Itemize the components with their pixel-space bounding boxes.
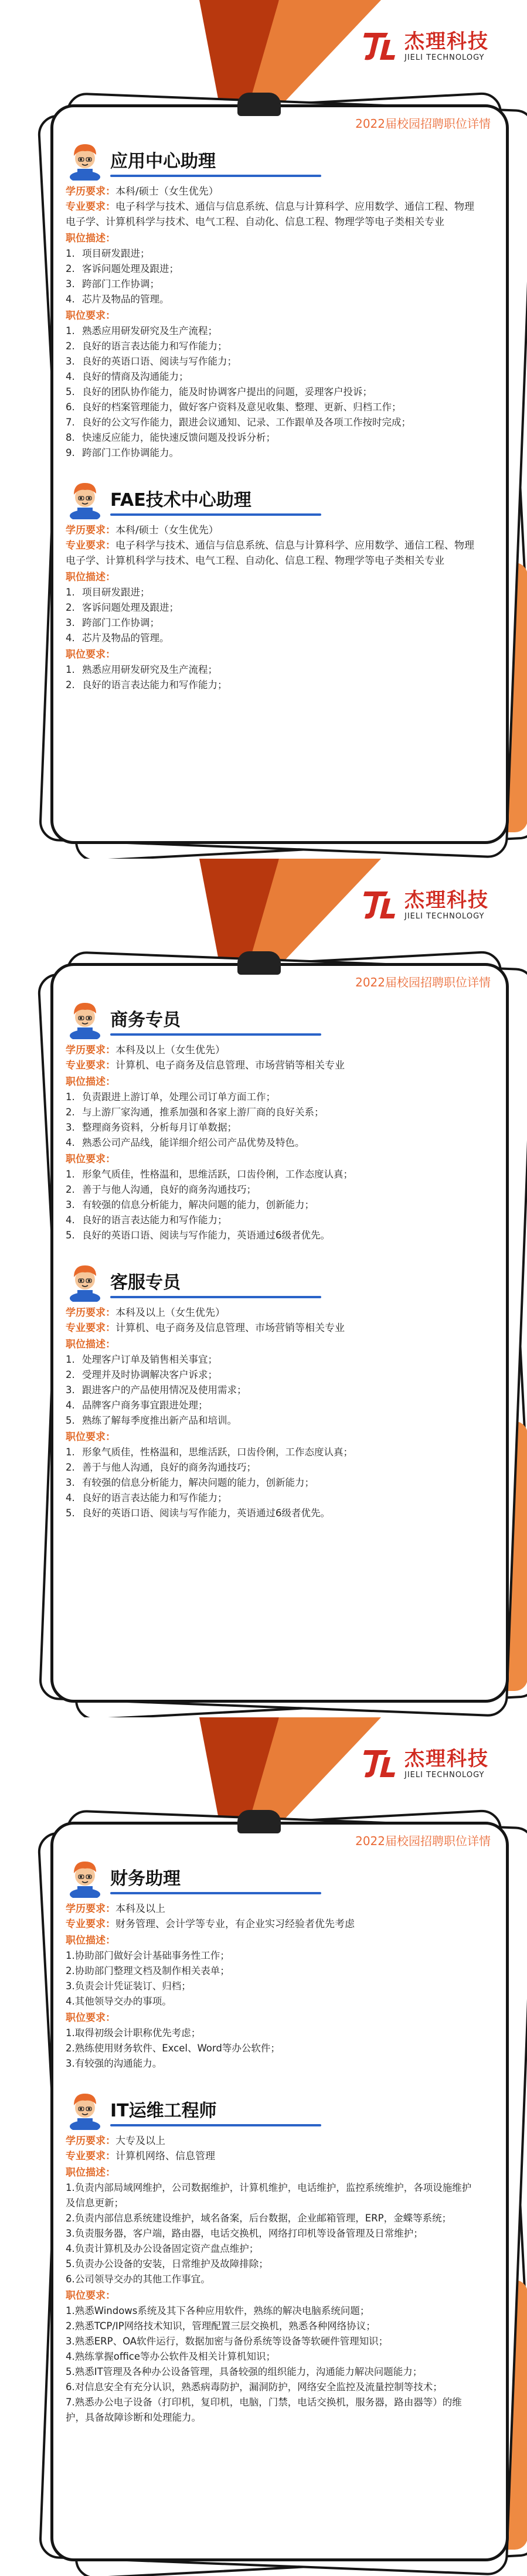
major-requirement: 专业要求：计算机网络、信息管理 [66, 2150, 215, 2162]
job-list [66, 993, 476, 1534]
requirement-item: 6.对信息安全有充分认识，熟悉病毒防护，漏洞防护，网络安全监控及流量控制等技术； [66, 2381, 443, 2393]
education-requirement: 学历要求：本科及以上（女生优先） [66, 1307, 225, 1319]
major-requirement: 专业要求：电子科学与技术、通信与信息系统、信息与计算科学、应用数学、通信工程、物理电子学、计算机科学与技术、电气工程、自动化、信息工程、物理学等电子类相关专业 [66, 201, 474, 228]
requirement-heading: 职位要求： [66, 2012, 115, 2024]
job-posting [66, 135, 476, 461]
requirement-list [66, 2303, 476, 2425]
requirement-heading: 职位要求： [66, 1153, 115, 1165]
requirement-item: 7.熟悉办公电子设备（打印机，复印机，电脑，门禁，电话交换机，服务器，路由器等）的维护，具备故障诊断和处理能力。 [66, 2397, 462, 2423]
description-item: 1. 处理客户订单及销售相关事宜； [66, 1354, 217, 1365]
logo-name-cn: 杰理科技 [404, 888, 489, 912]
requirement-item: 5. 良好的团队协作能力，能及时协调客户提出的问题，妥理客户投诉； [66, 386, 372, 397]
requirement-item: 6. 良好的档案管理能力，做好客户资料及意见收集、整理、更新、归档工作； [66, 401, 402, 413]
description-item: 1.负责内部局域网维护，公司数据维护，计算机维护，电话维护，监控系统维护，各项设施维护及信息更新； [66, 2182, 472, 2209]
job-poster-page [0, 859, 527, 1717]
description-item: 4. 熟悉公司产品线，能详细介绍公司产品优势及特色。 [66, 1137, 305, 1148]
requirement-heading: 职位要求： [66, 1431, 115, 1443]
requirement-list [66, 1445, 476, 1521]
requirement-item: 4. 良好的语言表达能力和写作能力； [66, 1214, 227, 1226]
requirement-item: 2. 善于与他人沟通，良好的商务沟通技巧； [66, 1184, 256, 1195]
card-title: 2022届校园招聘职位详情 [355, 1834, 491, 1848]
title-underline [110, 1296, 321, 1298]
requirement-list [66, 324, 476, 461]
description-heading: 职位描述： [66, 1339, 115, 1350]
logo-name-en: JIELI TECHNOLOGY [404, 911, 485, 921]
requirement-list [66, 662, 476, 693]
job-list [66, 135, 476, 706]
education-requirement: 学历要求：本科及以上 [66, 1903, 165, 1915]
description-heading: 职位描述： [66, 233, 115, 244]
title-underline [110, 2124, 321, 2126]
description-item: 3. 跨部门工作协调； [66, 617, 159, 628]
requirement-list [66, 1167, 476, 1243]
title-underline [110, 175, 321, 177]
requirement-list [66, 2026, 476, 2071]
description-item: 2. 受理并及时协调解决客户诉求； [66, 1369, 217, 1380]
job-poster-page [0, 0, 527, 859]
description-list [66, 585, 476, 646]
requirement-item: 4.熟练掌握office等办公软件及相关计算机知识； [66, 2351, 276, 2362]
job-posting [66, 2084, 476, 2425]
description-item: 4.其他领导交办的事项。 [66, 1996, 172, 2007]
requirement-item: 1. 形象气质佳，性格温和，思维活跃，口齿伶俐，工作态度认真； [66, 1447, 353, 1458]
worker-avatar-icon [66, 997, 104, 1039]
company-logo [359, 28, 489, 63]
education-requirement: 学历要求：本科/硕士（女生优先） [66, 186, 219, 198]
description-heading: 职位描述： [66, 571, 115, 583]
logo-name-cn: 杰理科技 [404, 1747, 489, 1771]
job-title: 客服专员 [110, 1272, 181, 1293]
description-item: 2. 客诉问题处理及跟进； [66, 602, 179, 613]
requirement-item: 4. 良好的语言表达能力和写作能力； [66, 1492, 227, 1503]
description-list [66, 1948, 476, 2009]
job-posting [66, 1256, 476, 1521]
description-list [66, 2180, 476, 2287]
job-posting [66, 1852, 476, 2071]
description-item: 2. 与上游厂家沟通，推系加强和各家上游厂商的良好关系； [66, 1107, 324, 1118]
description-item: 2.负责内部信息系统建设维护，域名备案，后台数据，企业邮箱管理，ERP，金蝶等系统； [66, 2213, 452, 2224]
job-title: 财务助理 [110, 1869, 181, 1889]
binder-clip [237, 1810, 281, 1833]
education-requirement: 学历要求：大专及以上 [66, 2135, 165, 2147]
requirement-item: 3. 有较强的信息分析能力，解决问题的能力，创新能力； [66, 1477, 314, 1488]
requirement-item: 1. 形象气质佳，性格温和，思维活跃，口齿伶俐，工作态度认真； [66, 1169, 353, 1180]
description-item: 5.负责办公设备的安装，日常维护及故障排除； [66, 2258, 268, 2269]
requirement-item: 1.取得初级会计职称优先考虑； [66, 2027, 201, 2039]
worker-avatar-icon [66, 1856, 104, 1898]
requirement-heading: 职位要求： [66, 649, 115, 661]
requirement-heading: 职位要求： [66, 310, 115, 322]
worker-avatar-icon [66, 1260, 104, 1302]
worker-avatar-icon [66, 477, 104, 519]
requirement-item: 3.熟悉ERP、OA软件运行，数据加密与备份系统等设备等软硬件管理知识； [66, 2336, 389, 2347]
jl-logo-icon [359, 887, 400, 922]
logo-name-cn: 杰理科技 [404, 29, 489, 53]
requirement-item: 2. 良好的语言表达能力和写作能力； [66, 341, 227, 352]
requirement-item: 5. 良好的英语口语、阅读与写作能力，英语通过6级者优先。 [66, 1508, 330, 1519]
job-title: FAE技术中心助理 [110, 490, 251, 511]
requirement-item: 2. 良好的语言表达能力和写作能力； [66, 679, 227, 690]
requirement-item: 8. 快速反应能力，能快速反馈问题及投诉分析； [66, 432, 276, 443]
description-item: 3. 跟进客户的产品使用情况及使用需求； [66, 1384, 247, 1396]
jl-logo-icon [359, 28, 400, 63]
requirement-item: 2. 善于与他人沟通，良好的商务沟通技巧； [66, 1462, 256, 1473]
description-heading: 职位描述： [66, 2167, 115, 2179]
major-requirement: 专业要求：电子科学与技术、通信与信息系统、信息与计算科学、应用数学、通信工程、物理电子学、计算机科学与技术、电气工程、自动化、信息工程、物理学等电子类相关专业 [66, 540, 474, 567]
title-underline [110, 513, 321, 516]
requirement-item: 3. 良好的英语口语、阅读与写作能力； [66, 356, 237, 367]
requirement-item: 1. 熟悉应用研发研究及生产流程； [66, 325, 217, 336]
description-list [66, 1352, 476, 1428]
description-item: 1.协助部门做好会计基础事务性工作； [66, 1950, 230, 1961]
job-title: 应用中心助理 [110, 151, 216, 172]
requirement-item: 1. 熟悉应用研发研究及生产流程； [66, 664, 217, 675]
job-list [66, 1852, 476, 2438]
description-heading: 职位描述： [66, 1935, 115, 1947]
job-title: 商务专员 [110, 1010, 181, 1030]
description-item: 4. 芯片及物品的管理。 [66, 294, 169, 305]
card-title: 2022届校园招聘职位详情 [355, 117, 491, 131]
binder-clip [237, 951, 281, 975]
description-heading: 职位描述： [66, 1076, 115, 1088]
worker-avatar-icon [66, 2088, 104, 2130]
requirement-item: 9. 跨部门工作协调能力。 [66, 447, 179, 458]
company-logo [359, 1745, 489, 1781]
description-item: 3.负责服务器，客户端，路由器，电话交换机，网络打印机等设备管理及日常维护； [66, 2228, 423, 2239]
description-item: 4. 品牌客户商务事宜跟进处理； [66, 1400, 208, 1411]
description-item: 3. 整理商务资料，分析每月订单数据； [66, 1122, 237, 1133]
requirement-item: 3. 有较强的信息分析能力，解决问题的能力，创新能力； [66, 1199, 314, 1210]
major-requirement: 专业要求：计算机、电子商务及信息管理、市场营销等相关专业 [66, 1322, 345, 1334]
description-item: 2. 客诉问题处理及跟进； [66, 263, 179, 274]
logo-name-en: JIELI TECHNOLOGY [404, 1770, 485, 1779]
requirement-item: 2.熟练使用财务软件、Excel、Word等办公软件； [66, 2043, 280, 2054]
description-item: 1. 负责跟进上游订单，处理公司订单方面工作； [66, 1091, 276, 1102]
description-item: 4.负责计算机及办公设备固定资产盘点维护； [66, 2243, 259, 2254]
major-requirement: 专业要求：计算机、电子商务及信息管理、市场营销等相关专业 [66, 1060, 345, 1071]
logo-name-en: JIELI TECHNOLOGY [404, 53, 485, 62]
description-item: 3.负责会计凭证装订、归档； [66, 1981, 191, 1992]
description-item: 6.公司领导交办的其他工作事宜。 [66, 2274, 210, 2285]
job-posting [66, 474, 476, 693]
description-item: 3. 跨部门工作协调； [66, 278, 159, 290]
description-item: 4. 芯片及物品的管理。 [66, 632, 169, 644]
worker-avatar-icon [66, 138, 104, 181]
requirement-heading: 职位要求： [66, 2290, 115, 2302]
job-posting [66, 993, 476, 1243]
jl-logo-icon [359, 1745, 400, 1781]
title-underline [110, 1892, 321, 1894]
title-underline [110, 1033, 321, 1036]
description-item: 1. 项目研发跟进； [66, 587, 150, 598]
requirement-item: 5. 良好的英语口语、阅读与写作能力，英语通过6级者优先。 [66, 1230, 330, 1241]
company-logo [359, 887, 489, 922]
description-item: 5. 熟练了解每季度推出新产品和培训。 [66, 1415, 237, 1426]
description-list [66, 246, 476, 307]
binder-clip [237, 93, 281, 116]
description-list [66, 1090, 476, 1151]
major-requirement: 专业要求：财务管理、会计学等专业，有企业实习经验者优先考虑 [66, 1918, 355, 1930]
education-requirement: 学历要求：本科及以上（女生优先） [66, 1044, 225, 1056]
education-requirement: 学历要求：本科/硕士（女生优先） [66, 525, 219, 536]
requirement-item: 5.熟悉IT管理及各种办公设备管理，具备较强的组织能力，沟通能力解决问题能力； [66, 2366, 423, 2377]
requirement-item: 4. 良好的情商及沟通能力； [66, 371, 189, 382]
requirement-item: 3.有较强的沟通能力。 [66, 2058, 162, 2069]
job-poster-page [0, 1717, 527, 2576]
requirement-item: 1.熟悉Windows系统及其下各种应用软件，熟练的解决电脑系统问题； [66, 2305, 370, 2316]
description-item: 2.协助部门整理文档及制作相关表单； [66, 1965, 230, 1976]
job-title: IT运维工程师 [110, 2101, 217, 2121]
description-item: 1. 项目研发跟进； [66, 248, 150, 259]
requirement-item: 7. 良好的公文写作能力，跟进会议通知、记录、工作跟单及各项工作按时完成； [66, 417, 411, 428]
requirement-item: 2.熟悉TCP/IP网络技术知识，管理配置三层交换机，熟悉各种网络协议； [66, 2320, 376, 2332]
card-title: 2022届校园招聘职位详情 [355, 975, 491, 989]
